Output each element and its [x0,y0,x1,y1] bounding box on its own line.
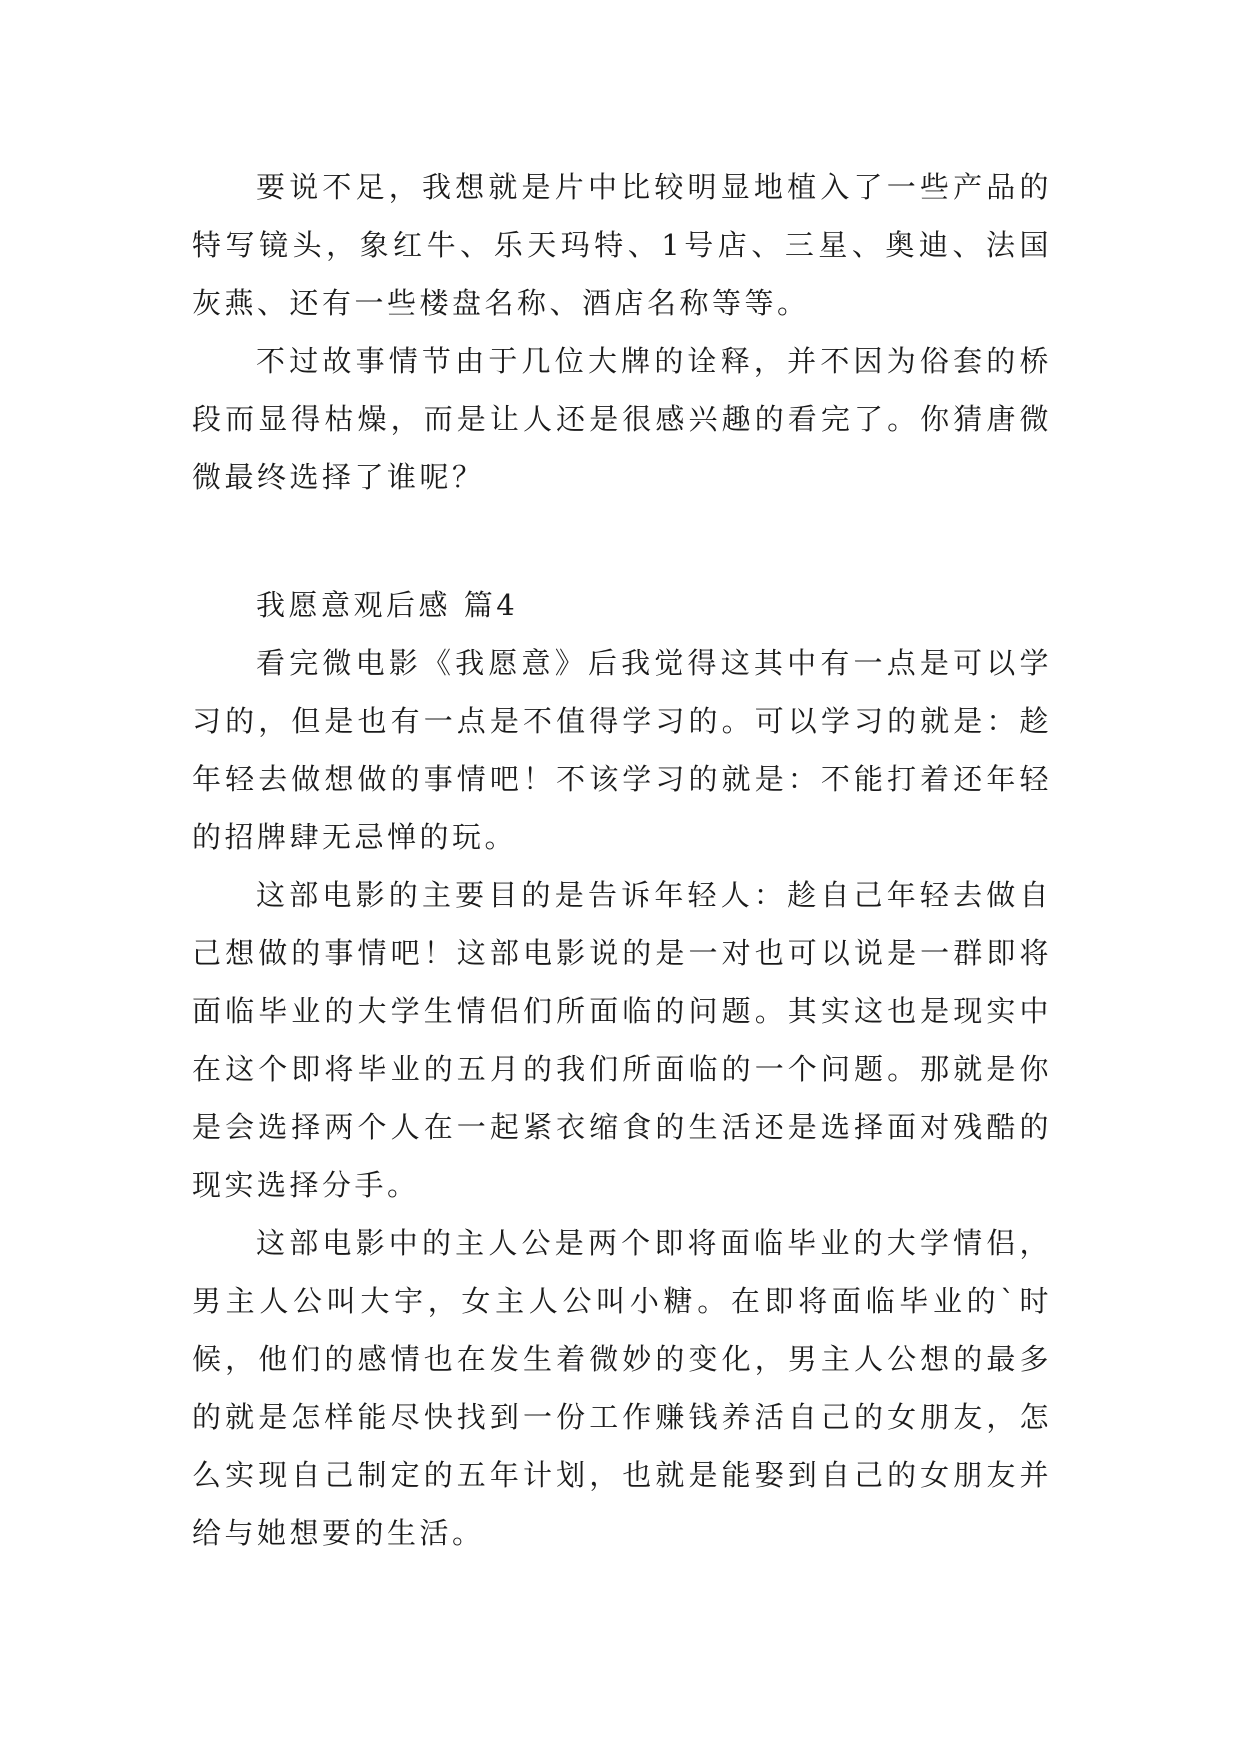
paragraph: 看完微电影《我愿意》后我觉得这其中有一点是可以学习的，但是也有一点是不值得学习的。可以学习的就是：趁年轻去做想做的事情吧！不该学习的就是：不能打着还年轻的招牌肆无忌惮的玩。 [192,646,1052,854]
paragraph: 这部电影的主要目的是告诉年轻人：趁自己年轻去做自己想做的事情吧！这部电影说的是一对也可以说是一群即将面临毕业的大学生情侣们所面临的问题。其实这也是现实中在这个即将毕业的五月的我们所面临的一个问题。那就是你是会选择两个人在一起紧衣缩食的生活还是选择面对残酷的现实选择分手。 [192,878,1052,1202]
section-title: 我愿意观后感 篇4 [256,588,519,622]
paragraph: 要说不足，我想就是片中比较明显地植入了一些产品的特写镜头，象红牛、乐天玛特、1号店、三星、奥迪、法国灰燕、还有一些楼盘名称、酒店名称等等。 [192,170,1052,320]
document-body [192,158,1052,1562]
section-gap [192,506,1052,576]
paragraph: 不过故事情节由于几位大牌的诠释，并不因为俗套的桥段而显得枯燥，而是让人还是很感兴趣的看完了。你猜唐微微最终选择了谁呢？ [192,344,1052,494]
paragraph: 这部电影中的主人公是两个即将面临毕业的大学情侣，男主人公叫大宇，女主人公叫小糖。在即将面临毕业的`时候，他们的感情也在发生着微妙的变化，男主人公想的最多的就是怎样能尽快找到一份工作赚钱养活自己的女朋友，怎么实现自己制定的五年计划，也就是能娶到自己的女朋友并给与她想要的生活。 [192,1226,1052,1550]
